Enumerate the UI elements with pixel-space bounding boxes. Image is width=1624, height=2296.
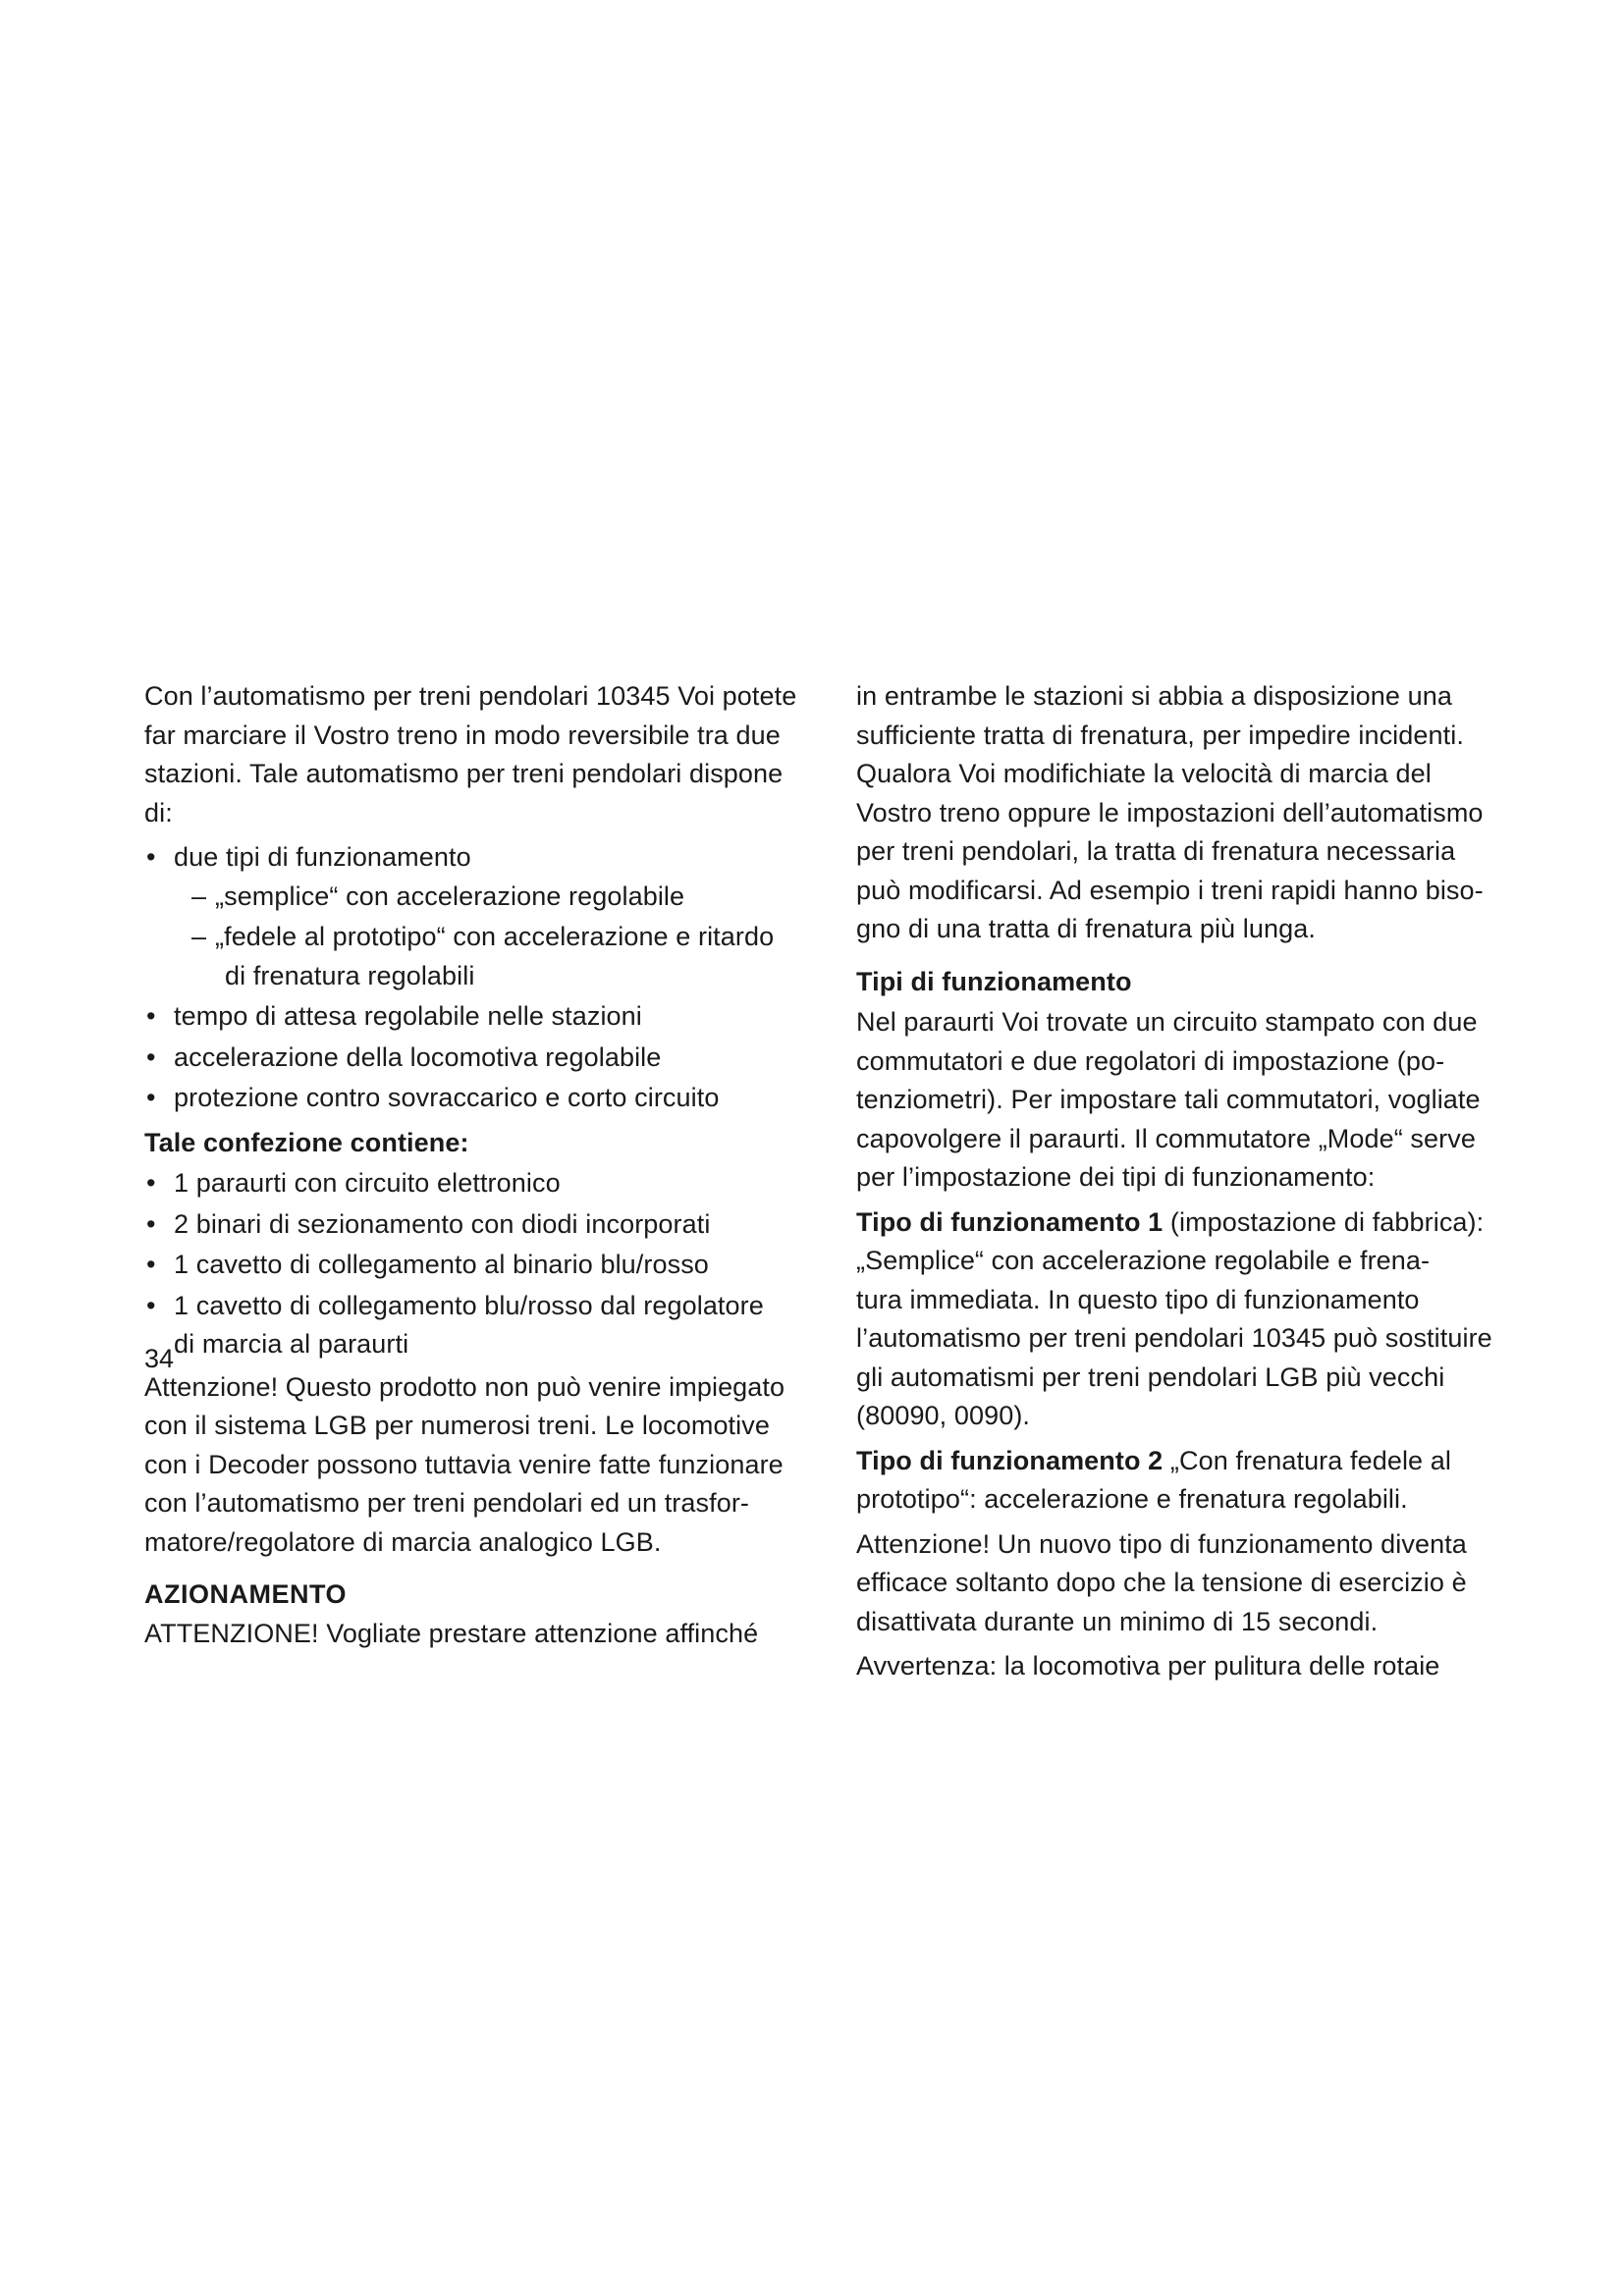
list-item: • 2 binari di sezionamento con diodi incorporati [144,1205,792,1245]
mode2-paragraph: Tipo di funzionamento 2 „Con frenatura fedele al prototipo“: accelerazione e frenatura regolabili. [856,1445,1451,1514]
bullet-icon: • [146,1168,156,1198]
features-list [144,838,792,1118]
bullet-icon: • [146,1001,156,1031]
operation-paragraph: ATTENZIONE! Vogliate prestare attenzione affinché [144,1618,759,1648]
modes-heading: Tipi di funzionamento [856,966,1132,996]
left-column [144,677,797,1659]
mode1-paragraph: Tipo di funzionamento 1 (impostazione di fabbrica): „Semplice“ con accelerazione regolabile e frena- tura immediata. In questo tipo di funzionamento l’automatismo per treni pendolari 10345 può sostituire gli automatismi per treni pendolari LGB più vecchi (80090, 0090). [856,1206,1492,1430]
attention-paragraph: Attenzione! Un nuovo tipo di funzionamento diventa efficace soltanto dopo che la tensione di esercizio è disattivata durante un minimo di 15 secondi. [856,1528,1467,1636]
mode2-label: Tipo di funzionamento 2 [856,1445,1164,1475]
mode-sublist [174,878,792,996]
contents-list [144,1164,792,1364]
bullet-icon: • [146,1083,156,1112]
bullet-icon: • [146,1041,156,1072]
list-item: • protezione contro sovraccarico e corto circuito [144,1079,792,1118]
dash-icon: – [191,922,207,951]
bullet-icon: • [146,1208,156,1239]
warning-paragraph: Attenzione! Questo prodotto non può venire impiegato con il sistema LGB per numerosi treni. Le locomotive con i Decoder possono tuttavia venire fatte funzionare con l’automatismo per treni pendolari ed un trasfor- matore/regolatore di marcia analogico LGB. [144,1371,785,1557]
list-item: • 1 cavetto di collegamento blu/rosso dal regolatore di marcia al paraurti [144,1287,792,1364]
note-paragraph: Avvertenza: la locomotiva per pulitura delle rotaie [856,1651,1440,1681]
list-item: • 1 paraurti con circuito elettronico [144,1164,792,1203]
intro-paragraph: Con l’automatismo per treni pendolari 10345 Voi potete far marciare il Vostro treno in modo reversibile tra due stazioni. Tale automatismo per treni pendolari dispone di: [144,681,797,828]
list-item: • tempo di attesa regolabile nelle stazioni [144,997,792,1037]
list-item: • 1 cavetto di collegamento al binario blu/rosso [144,1246,792,1285]
modes-intro-paragraph: Nel paraurti Voi trovate un circuito stampato con due commutatori e due regolatori di impostazione (po- tenziometri). Per impostare tali commutatori, vogliate capovolgere il paraurti. Il commutatore „Mode“ serve per l’impostazione dei tipi di funzionamento: [856,1007,1481,1192]
page-number: 34 [144,1344,175,1373]
continuation-paragraph: in entrambe le stazioni si abbia a disposizione una sufficiente tratta di frenatura, per impedire incidenti. Qualora Voi modifichiate la velocità di marcia del Vostro treno oppure le impostazioni dell’automatismo per treni pendolari, la tratta di frenatura necessaria può modificarsi. Ad esempio i treni rapidi hanno biso- gno di una tratta di frenatura più lunga. [856,681,1484,943]
list-item: – „semplice“ con accelerazione regolabile [174,878,792,917]
right-column [856,677,1492,1692]
list-item: • due tipi di funzionamento – „semplice“ con accelerazione regolabile – „fedele al prototipo“ con accelerazione e ritardo di frenatura regolabili [144,838,792,995]
list-item: • accelerazione della locomotiva regolabile [144,1039,792,1078]
contents-heading: Tale confezione contiene: [144,1127,469,1157]
bullet-icon: • [146,1290,156,1320]
bullet-icon: • [146,842,156,872]
operation-heading: AZIONAMENTO [144,1579,347,1609]
dash-icon: – [191,881,207,911]
list-item: – „fedele al prototipo“ con accelerazione e ritardo di frenatura regolabili [174,918,792,995]
bullet-icon: • [146,1250,156,1279]
mode1-label: Tipo di funzionamento 1 [856,1206,1164,1237]
